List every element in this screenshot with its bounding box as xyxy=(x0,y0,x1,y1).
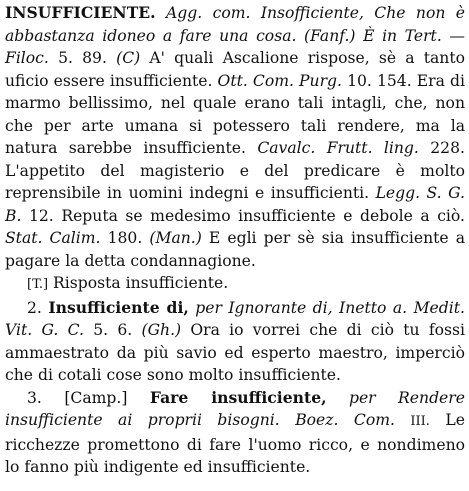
dictionary-entry xyxy=(5,2,465,479)
tommaseo-note xyxy=(5,272,465,297)
citation-tag: (C) xyxy=(116,49,141,67)
citation-source: Cavalc. Frutt. ling. xyxy=(257,139,419,157)
source-tag: (Fanf.) xyxy=(304,26,356,45)
sense-headphrase: Insufficiente di, xyxy=(48,297,189,317)
sense-2 xyxy=(5,297,465,387)
citation-quote: L'appetito del magisterio e del predicare è molto reprensibile in uomini indegni e insufficienti. xyxy=(5,161,465,202)
citation-ref: 12. xyxy=(28,206,54,225)
sense-headphrase: Fare insufficiente, xyxy=(149,387,327,407)
definition: Agg. com. Insofficiente, Che non è abbastanza idoneo a fare una cosa. xyxy=(5,4,465,45)
tommaseo-text: Risposta insufficiente. xyxy=(53,274,229,292)
citation-source: Legg. S. G. B. xyxy=(5,184,465,225)
citation-ref: 5. 89. xyxy=(58,49,107,67)
sense-number: 3. xyxy=(27,388,42,407)
citation-ref: 10. 154. xyxy=(347,71,412,90)
sense-tag: [Camp.] xyxy=(64,388,128,407)
citation-quote: A' quali Ascalione rispose, sè a tanto uficio essere insufficiente. xyxy=(5,49,466,90)
citation-quote: Le ricchezze promettono di fare l'uomo ricco, e nondimeno lo fanno più indigente ed insufficiente. xyxy=(5,411,465,476)
citation-ref: 228. xyxy=(430,139,465,157)
tertullian-note: È in Tert. xyxy=(363,26,442,45)
citation-tag: (Gh.) xyxy=(141,321,182,339)
citation-ref: 5. 6. xyxy=(93,321,133,339)
citation-tag: (Man.) xyxy=(149,229,202,247)
citation-ref: 180. xyxy=(107,229,143,247)
citation-quote: E egli per sè sia insufficiente a pagare la detta condannagione. xyxy=(5,229,465,270)
citation-quote: Reputa se medesimo insufficiente e debole a ciò. xyxy=(61,206,465,225)
citation-source: Boez. Com. xyxy=(295,411,395,429)
sense-definition: per Rendere insufficiente ai proprii bisogni. xyxy=(5,388,465,429)
citation-quote: Ora io vorrei che di ciò tu fossi ammaestrato da più savio ed esperto maestro, imperciò che di cotali cose sono molto insufficiente. xyxy=(5,321,465,384)
citation-source: Stat. Calim. xyxy=(5,229,101,247)
entry-main-paragraph xyxy=(5,2,465,272)
citation-source: — Filoc. xyxy=(5,26,465,67)
sense-definition: per Ignorante di, Inetto a. xyxy=(195,298,408,317)
sense-3 xyxy=(5,387,465,479)
citation-ref: III. xyxy=(410,414,430,429)
citation-source: Medit. Vit. G. C. xyxy=(5,298,465,339)
citation-source: Ott. Com. Purg. xyxy=(217,71,342,90)
sense-number: 2. xyxy=(27,298,42,317)
headword: INSUFFICIENTE. xyxy=(5,3,156,22)
tommaseo-marker: [T.] xyxy=(27,277,49,292)
citation-quote: Era di marmo bellissimo, nel quale erano tali intagli, che, non che per arte umana si potessero tali rendere, ma la natura sarebbe insufficiente. xyxy=(5,71,465,157)
